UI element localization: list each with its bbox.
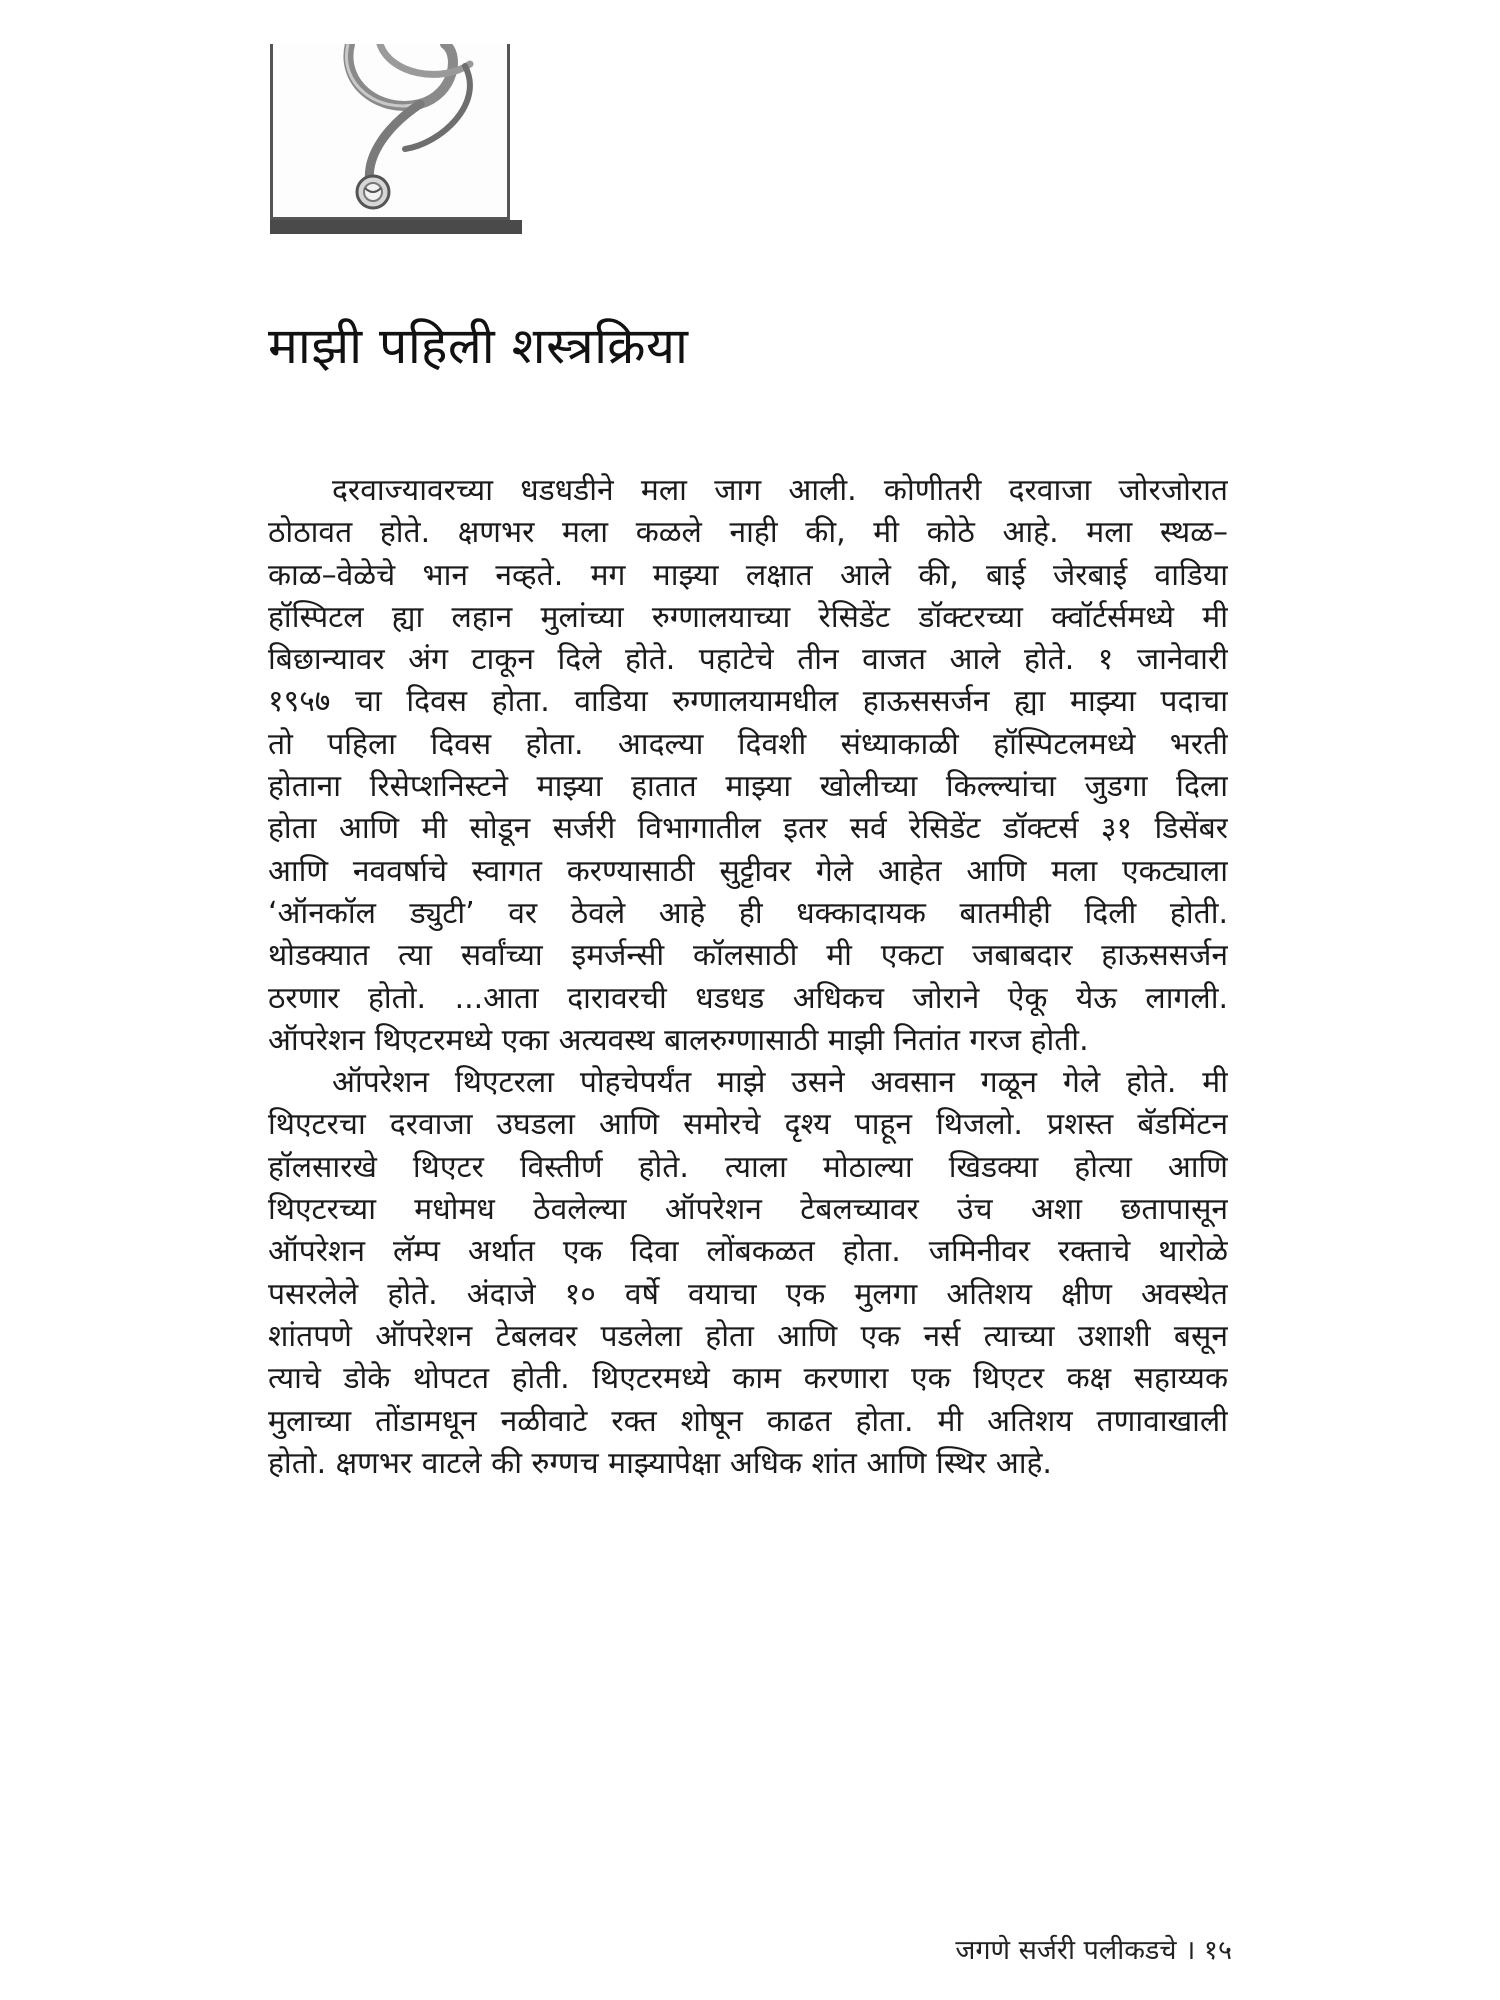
body-line: होतो. क्षणभर वाटले की रुग्णच माझ्यापेक्षा अधिक शांत आणि स्थिर आहे. — [268, 1445, 1052, 1481]
chapter-body — [268, 470, 1228, 1485]
chapter-emblem — [270, 44, 522, 232]
body-line: दरवाज्यावरच्या धडधडीने मला जाग आली. कोणीतरी दरवाजा जोरजोरात — [332, 473, 1228, 508]
body-line: होता आणि मी सोडून सर्जरी विभागातील इतर सर्व रेसिडेंट डॉक्टर्स ३१ डिसेंबर — [268, 811, 1228, 847]
body-line: होताना रिसेप्शनिस्टने माझ्या हातात माझ्या खोलीच्या किल्ल्यांचा जुडगा दिला — [268, 769, 1228, 805]
body-line: ऑपरेशन थिएटरला पोहचेपर्यंत माझे उसने अवसान गळून गेले होते. मी — [332, 1065, 1228, 1101]
body-line: बिछान्यावर अंग टाकून दिले होते. पहाटेचे तीन वाजत आले होते. १ जानेवारी — [268, 642, 1228, 678]
body-line: हॉलसारखे थिएटर विस्तीर्ण होते. त्याला मोठाल्या खिडक्या होत्या आणि — [268, 1149, 1228, 1185]
body-line: थोडक्यात त्या सर्वांच्या इमर्जन्सी कॉलसाठी मी एकटा जबाबदार हाऊससर्जन — [268, 938, 1228, 974]
body-line: ठोठावत होते. क्षणभर मला कळले नाही की, मी कोठे आहे. मला स्थळ– — [268, 515, 1228, 551]
body-line: काळ–वेळेचे भान नव्हते. मग माझ्या लक्षात आले की, बाई जेरबाई वाडिया — [268, 557, 1228, 593]
emblem-shadow-bar — [270, 220, 522, 234]
body-line: आणि नववर्षाचे स्वागत करण्यासाठी सुट्टीवर गेले आहेत आणि मला एकट्याला — [268, 853, 1228, 889]
stethoscope-icon — [270, 44, 510, 220]
body-line: थिएटरच्या मधोमध ठेवलेल्या ऑपरेशन टेबलच्यावर उंच अशा छतापासून — [268, 1192, 1228, 1228]
body-line: पसरलेले होते. अंदाजे १० वर्षे वयाचा एक मुलगा अतिशय क्षीण अवस्थेत — [268, 1276, 1228, 1312]
body-line: हॉस्पिटल ह्या लहान मुलांच्या रुग्णालयाच्या रेसिडेंट डॉक्टरच्या क्वॉर्टर्समध्ये मी — [268, 599, 1228, 635]
body-line: शांतपणे ऑपरेशन टेबलवर पडलेला होता आणि एक नर्स त्याच्या उशाशी बसून — [268, 1318, 1228, 1354]
body-line: १९५७ चा दिवस होता. वाडिया रुग्णालयामधील हाऊससर्जन ह्या माझ्या पदाचा — [268, 684, 1228, 720]
body-line: मुलाच्या तोंडामधून नळीवाटे रक्त शोषून काढत होता. मी अतिशय तणावाखाली — [268, 1403, 1228, 1439]
body-line: ‘ऑनकॉल ड्युटी’ वर ठेवले आहे ही धक्कादायक बातमीही दिली होती. — [268, 895, 1228, 931]
body-line: तो पहिला दिवस होता. आदल्या दिवशी संध्याकाळी हॉस्पिटलमध्ये भरती — [268, 726, 1228, 762]
chapter-title: माझी पहिली शस्त्रक्रिया — [268, 317, 689, 375]
page-footer: जगणे सर्जरी पलीकडचे । १५ — [955, 1935, 1232, 1966]
body-line: त्याचे डोके थोपटत होती. थिएटरमध्ये काम करणारा एक थिएटर कक्ष सहाय्यक — [268, 1361, 1228, 1397]
body-line: ठरणार होतो. ...आता दारावरची धडधड अधिकच जोराने ऐकू येऊ लागली. — [268, 980, 1228, 1016]
body-line: ऑपरेशन लॅम्प अर्थात एक दिवा लोंबकळत होता. जमिनीवर रक्ताचे थारोळे — [268, 1234, 1228, 1270]
body-line: ऑपरेशन थिएटरमध्ये एका अत्यवस्थ बालरुग्णासाठी माझी नितांत गरज होती. — [268, 1022, 1089, 1058]
body-line: थिएटरचा दरवाजा उघडला आणि समोरचे दृश्य पाहून थिजलो. प्रशस्त बॅडमिंटन — [268, 1107, 1228, 1143]
